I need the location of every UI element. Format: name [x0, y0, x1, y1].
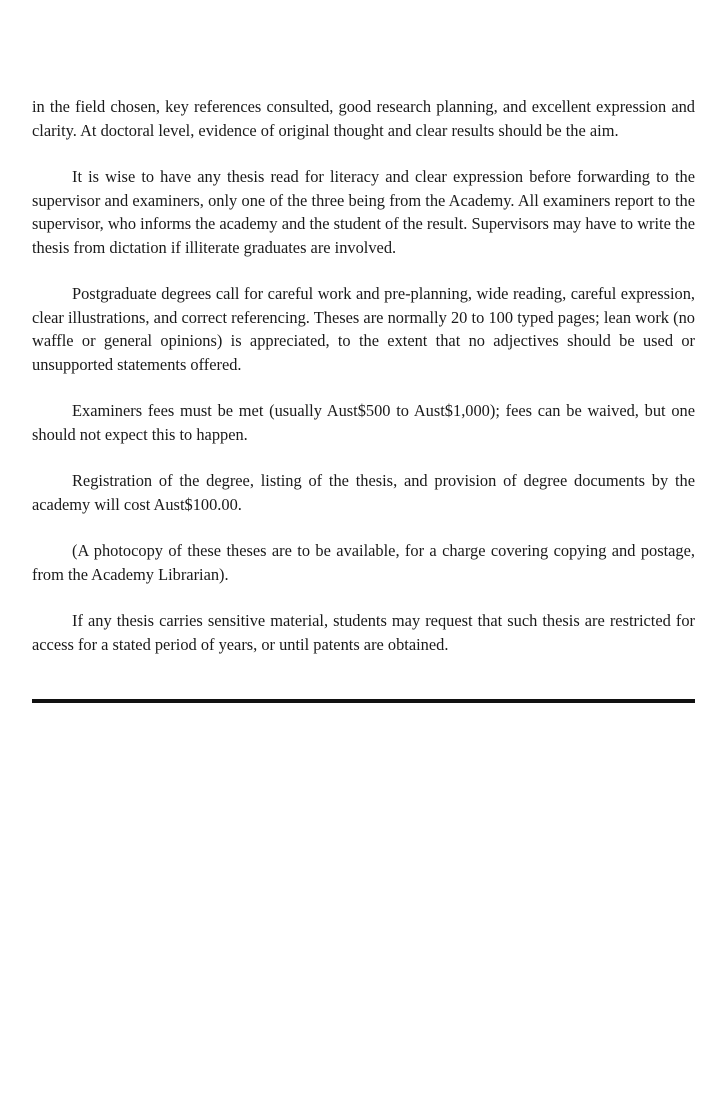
section-divider-rule [32, 699, 695, 703]
paragraph-postgraduate-requirements: Postgraduate degrees call for careful work and pre-planning, wide reading, careful expression, clear illustrations, and correct referencing. Theses are normally 20 to 100 typed pages; lean work (no waffle or general opinions) is appreciated, to the extent that no adjectives should be used or unsupported statements offered. [32, 284, 695, 374]
paragraph-photocopy-availability: (A photocopy of these theses are to be available, for a charge covering copying and postage, from the Academy Librarian). [32, 541, 695, 584]
paragraph-examiner-fees: Examiners fees must be met (usually Aust$500 to Aust$1,000); fees can be waived, but one should not expect this to happen. [32, 401, 695, 444]
paragraph-research-criteria: in the field chosen, key references consulted, good research planning, and excellent expression and clarity. At doctoral level, evidence of original thought and clear results should be the aim. [32, 97, 695, 140]
paragraph-sensitive-material: If any thesis carries sensitive material, students may request that such thesis are restricted for access for a stated period of years, or until patents are obtained. [32, 611, 695, 654]
paragraph-thesis-review: It is wise to have any thesis read for literacy and clear expression before forwarding to the supervisor and examiners, only one of the three being from the Academy. All examiners report to the supervisor, who informs the academy and the student of the result. Supervisors may have to write the thesis from dictation if illiterate graduates are involved. [32, 167, 696, 257]
paragraph-registration-cost: Registration of the degree, listing of the thesis, and provision of degree documents by the academy will cost Aust$100.00. [32, 471, 695, 514]
document-body [32, 95, 695, 679]
